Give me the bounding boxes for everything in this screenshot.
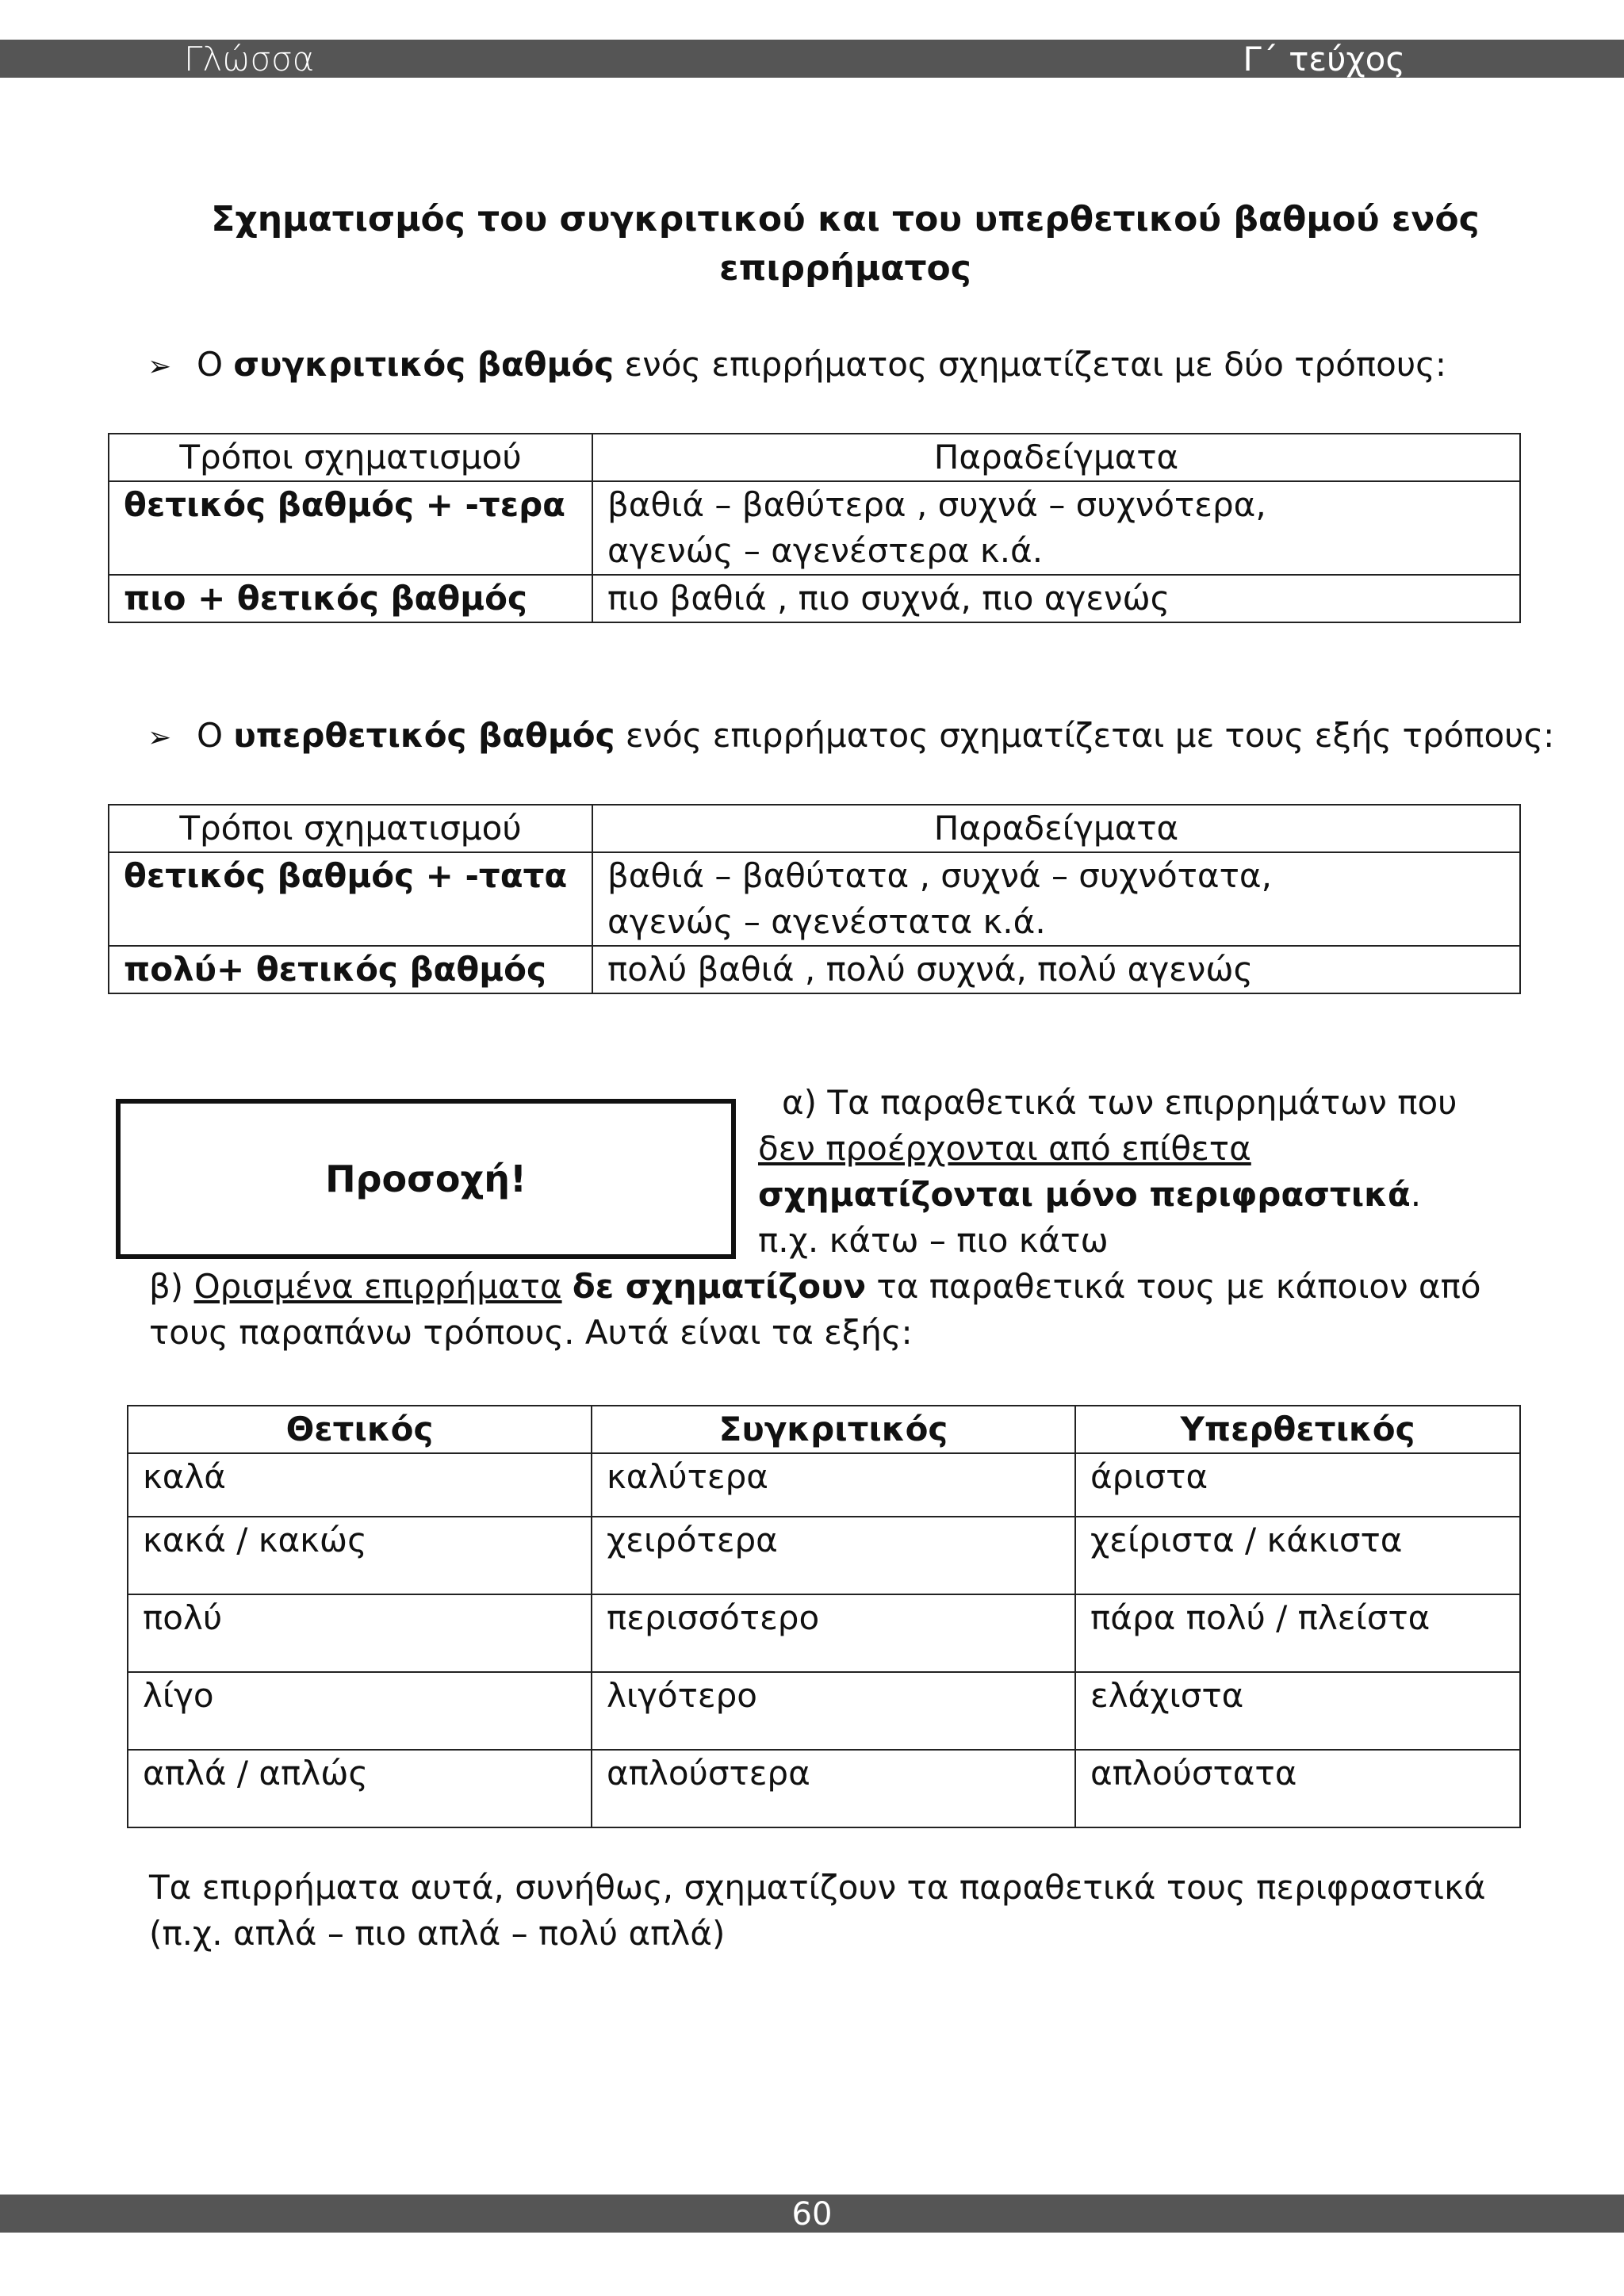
table-header-row: [109, 434, 1520, 481]
closing-line: Τα επιρρήματα αυτά, συνήθως, σχηματίζουν τα παραθετικά τους περιφραστικά: [149, 1868, 1486, 1907]
bullet-text: ενός επιρρήματος σχηματίζεται με δύο τρόπους:: [624, 345, 1446, 384]
table-cell: πάρα πολύ / πλείστα: [1075, 1594, 1520, 1672]
table-row: [128, 1750, 1520, 1827]
example-cell: πολύ βαθιά , πολύ συχνά, πολύ αγενώς: [592, 946, 1520, 993]
note-a-end: .: [1410, 1175, 1422, 1214]
arrow-bullet-icon: ➢: [147, 350, 172, 383]
table-row: [128, 1594, 1520, 1672]
table-cell: καλά: [128, 1453, 592, 1517]
table-cell: απλά / απλώς: [128, 1750, 592, 1827]
column-header: Παραδείγματα: [592, 434, 1520, 481]
rule-cell: πιο + θετικός βαθμός: [109, 575, 592, 622]
table-row: [128, 1453, 1520, 1517]
example-line: βαθιά – βαθύτατα , συχνά – συχνότατα,: [607, 856, 1272, 895]
table-header-row: [109, 805, 1520, 852]
closing-line: (π.χ. απλά – πιο απλά – πολύ απλά): [149, 1914, 726, 1953]
bullet-superlative: [147, 714, 1554, 760]
column-header: Τρόποι σχηματισμού: [109, 805, 592, 852]
page-number: 60: [791, 2196, 833, 2233]
table-cell: απλούστατα: [1075, 1750, 1520, 1827]
header-bar: [0, 40, 1624, 78]
note-a-example: π.χ. κάτω – πιο κάτω: [758, 1221, 1109, 1260]
bullet-bold: υπερθετικός βαθμός: [233, 716, 615, 755]
rule-cell: θετικός βαθμός + -τερα: [109, 481, 592, 575]
table-cell: λίγο: [128, 1672, 592, 1750]
bullet-text: ενός επιρρήματος σχηματίζεται με τους εξής τρόπους:: [625, 716, 1555, 755]
column-header: Τρόποι σχηματισμού: [109, 434, 592, 481]
irregular-table: [127, 1405, 1521, 1828]
table-cell: απλούστερα: [592, 1750, 1075, 1827]
note-a-bold: σχηματίζονται μόνο περιφραστικά: [758, 1175, 1411, 1214]
table-row: [109, 852, 1520, 946]
example-line: αγενώς – αγενέστερα κ.ά.: [607, 531, 1044, 570]
note-b-text: τα παραθετικά τους με κάποιον από τους παραπάνω τρόπους. Αυτά είναι τα εξής:: [149, 1267, 1481, 1352]
table-cell: χειρότερα: [592, 1517, 1075, 1594]
table-cell: λιγότερο: [592, 1672, 1075, 1750]
note-a-underline: δεν προέρχονται από επίθετα: [758, 1129, 1251, 1168]
table-cell: άριστα: [1075, 1453, 1520, 1517]
table-cell: ελάχιστα: [1075, 1672, 1520, 1750]
example-line: βαθιά – βαθύτερα , συχνά – συχνότερα,: [607, 485, 1266, 524]
example-line: αγενώς – αγενέστατα κ.ά.: [607, 902, 1046, 941]
table-cell: καλύτερα: [592, 1453, 1075, 1517]
bullet-comparative: [147, 342, 1446, 389]
rule-cell: θετικός βαθμός + -τατα: [109, 852, 592, 946]
note-b-underline: Ορισμένα επιρρήματα: [193, 1267, 562, 1306]
example-cell: πιο βαθιά , πιο συχνά, πιο αγενώς: [592, 575, 1520, 622]
table-cell: χείριστα / κάκιστα: [1075, 1517, 1520, 1594]
page-title: Σχηματισμός του συγκριτικού και του υπερθετικού βαθμού ενός επιρρήματος: [211, 199, 1480, 289]
table-row: [109, 481, 1520, 575]
note-a: [758, 1080, 1519, 1264]
bullet-prefix: Ο: [197, 345, 224, 384]
bullet-bold: συγκριτικός βαθμός: [233, 345, 615, 384]
table-row: [109, 946, 1520, 993]
note-a-prefix: α) Τα παραθετικά των επιρρημάτων που: [782, 1083, 1457, 1122]
table-cell: κακά / κακώς: [128, 1517, 592, 1594]
example-cell: [592, 481, 1520, 575]
table-row: [128, 1672, 1520, 1750]
table-cell: περισσότερο: [592, 1594, 1075, 1672]
note-b-prefix: β): [149, 1267, 184, 1306]
attention-label: Προσοχή!: [325, 1158, 527, 1200]
example-cell: [592, 852, 1520, 946]
attention-box: [116, 1099, 736, 1259]
comparative-table: [108, 433, 1521, 623]
superlative-table: [108, 804, 1521, 994]
table-cell: πολύ: [128, 1594, 592, 1672]
table-row: [109, 575, 1520, 622]
closing-paragraph: [149, 1865, 1529, 1957]
rule-cell: πολύ+ θετικός βαθμός: [109, 946, 592, 993]
table-row: [128, 1517, 1520, 1594]
note-b-bold: δε σχηματίζουν: [572, 1267, 867, 1306]
issue-label: Γ΄ τεύχος: [1243, 40, 1405, 78]
column-header: Παραδείγματα: [592, 805, 1520, 852]
subject-label: Γλώσσα: [184, 40, 315, 78]
bullet-prefix: Ο: [197, 716, 224, 755]
column-header: Θετικός: [128, 1406, 592, 1453]
column-header: Υπερθετικός: [1075, 1406, 1520, 1453]
column-header: Συγκριτικός: [592, 1406, 1075, 1453]
footer-bar: [0, 2195, 1624, 2233]
note-b: [149, 1264, 1529, 1356]
table-header-row: [128, 1406, 1520, 1453]
arrow-bullet-icon: ➢: [147, 721, 172, 754]
